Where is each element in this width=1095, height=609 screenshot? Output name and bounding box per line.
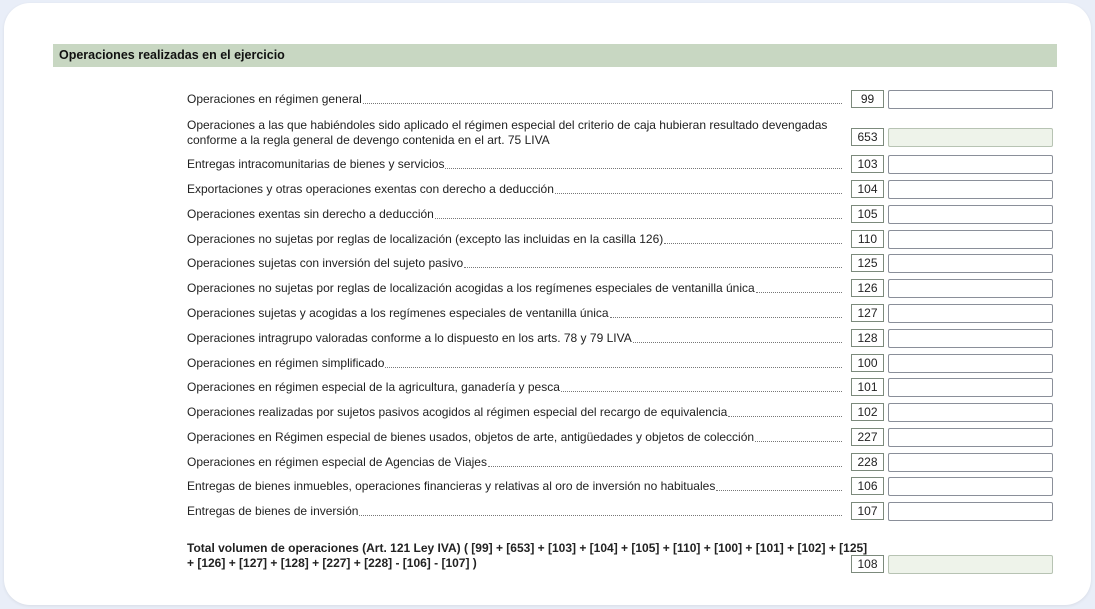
casilla-number: 653 (851, 128, 884, 146)
dotted-leader (385, 367, 842, 368)
operation-label (187, 207, 842, 222)
casilla-number: 102 (851, 403, 884, 421)
casilla-106-input[interactable] (888, 477, 1053, 496)
casilla-number: 104 (851, 180, 884, 198)
dotted-leader (445, 168, 842, 169)
operation-label (187, 92, 842, 107)
operation-label-text: Operaciones en régimen general (187, 92, 362, 106)
operation-label-text: Operaciones en régimen simplificado (187, 356, 385, 370)
casilla-100-input[interactable] (888, 354, 1053, 373)
casilla-number: 125 (851, 254, 884, 272)
dotted-leader (716, 490, 842, 491)
casilla-number: 127 (851, 304, 884, 322)
casilla-number: 128 (851, 329, 884, 347)
casilla-number: 126 (851, 279, 884, 297)
casilla-105-input[interactable] (888, 205, 1053, 224)
operation-label (187, 157, 842, 172)
casilla-number: 107 (851, 502, 884, 520)
casilla-108-total-input (888, 555, 1053, 574)
dotted-leader (363, 103, 842, 104)
casilla-126-input[interactable] (888, 279, 1053, 298)
dotted-leader (756, 292, 842, 293)
casilla-number: 101 (851, 378, 884, 396)
dotted-leader (488, 466, 842, 467)
operation-label-line: conforme a la regla general de devengo contenida en el art. 75 LIVA (187, 133, 550, 147)
operation-label-text: Operaciones exentas sin derecho a deducción (187, 207, 434, 221)
casilla-number: 227 (851, 428, 884, 446)
casilla-104-input[interactable] (888, 180, 1053, 199)
operation-label-text: Entregas intracomunitarias de bienes y servicios (187, 157, 445, 171)
dotted-leader (728, 416, 842, 417)
casilla-102-input[interactable] (888, 403, 1053, 422)
dotted-leader (755, 441, 842, 442)
operation-label-text: Operaciones realizadas por sujetos pasivos acogidos al régimen especial del recargo de equivalencia (187, 405, 728, 419)
operation-label (187, 306, 842, 321)
operation-label-text: Operaciones no sujetas por reglas de localización acogidas a los regímenes especiales de ventanilla única (187, 281, 755, 295)
operation-label-text: Operaciones intragrupo valoradas conforme a lo dispuesto en los arts. 78 y 79 LIVA (187, 331, 632, 345)
dotted-leader (464, 267, 842, 268)
total-label-line: + [126] + [127] + [128] + [227] + [228] - [106] - [107] ) (187, 556, 477, 570)
dotted-leader (555, 193, 842, 194)
dotted-leader (633, 342, 842, 343)
operation-label (187, 256, 842, 271)
casilla-number: 110 (851, 230, 884, 248)
casilla-127-input[interactable] (888, 304, 1053, 323)
casilla-653-input (888, 128, 1053, 147)
section-title: Operaciones realizadas en el ejercicio (53, 44, 1057, 67)
operation-label (187, 504, 842, 519)
operation-label (187, 356, 842, 371)
dotted-leader (359, 515, 842, 516)
casilla-number: 103 (851, 155, 884, 173)
casilla-99-input[interactable] (888, 90, 1053, 109)
casilla-103-input[interactable] (888, 155, 1053, 174)
dotted-leader (435, 218, 842, 219)
casilla-number: 99 (851, 90, 884, 108)
casilla-107-input[interactable] (888, 502, 1053, 521)
operation-label (187, 118, 842, 148)
operation-label-text: Operaciones no sujetas por reglas de localización (excepto las incluidas en la casilla 126) (187, 232, 664, 246)
dotted-leader (561, 391, 842, 392)
operation-label-text: Entregas de bienes inmuebles, operaciones financieras y relativas al oro de inversión no habituales (187, 479, 716, 493)
operation-label (187, 232, 842, 247)
casilla-number: 106 (851, 477, 884, 495)
operation-label-text: Operaciones sujetas con inversión del sujeto pasivo (187, 256, 464, 270)
casilla-number: 108 (851, 555, 884, 573)
casilla-128-input[interactable] (888, 329, 1053, 348)
operation-label-text: Entregas de bienes de inversión (187, 504, 359, 518)
operation-label (187, 380, 842, 395)
operation-label (187, 405, 842, 420)
operation-label-text: Operaciones sujetas y acogidas a los regímenes especiales de ventanilla única (187, 306, 609, 320)
operation-label (187, 331, 842, 346)
operation-label-text: Operaciones en régimen especial de la agricultura, ganadería y pesca (187, 380, 560, 394)
operation-label (187, 479, 842, 494)
dotted-leader (610, 317, 842, 318)
operation-label (187, 430, 842, 445)
operation-label-text: Operaciones en Régimen especial de bienes usados, objetos de arte, antigüedades y objetos de colección (187, 430, 755, 444)
casilla-number: 105 (851, 205, 884, 223)
total-label-line: Total volumen de operaciones (Art. 121 Ley IVA) ( [99] + [653] + [103] + [104] + [105] + [110] + [100] + [101] + [102] + [125] (187, 541, 868, 555)
casilla-228-input[interactable] (888, 453, 1053, 472)
casilla-125-input[interactable] (888, 254, 1053, 273)
operation-label (187, 182, 842, 197)
casilla-101-input[interactable] (888, 378, 1053, 397)
operation-label (187, 455, 842, 470)
casilla-227-input[interactable] (888, 428, 1053, 447)
operation-label-line: Operaciones a las que habiéndoles sido aplicado el régimen especial del criterio de caja hubieran resultado devengadas (187, 118, 828, 132)
form-panel (4, 3, 1091, 605)
casilla-number: 100 (851, 354, 884, 372)
operation-label-text: Exportaciones y otras operaciones exentas con derecho a deducción (187, 182, 554, 196)
operation-label (187, 281, 842, 296)
operation-label-text: Operaciones en régimen especial de Agencias de Viajes (187, 455, 487, 469)
casilla-110-input[interactable] (888, 230, 1053, 249)
dotted-leader (664, 243, 842, 244)
casilla-number: 228 (851, 453, 884, 471)
